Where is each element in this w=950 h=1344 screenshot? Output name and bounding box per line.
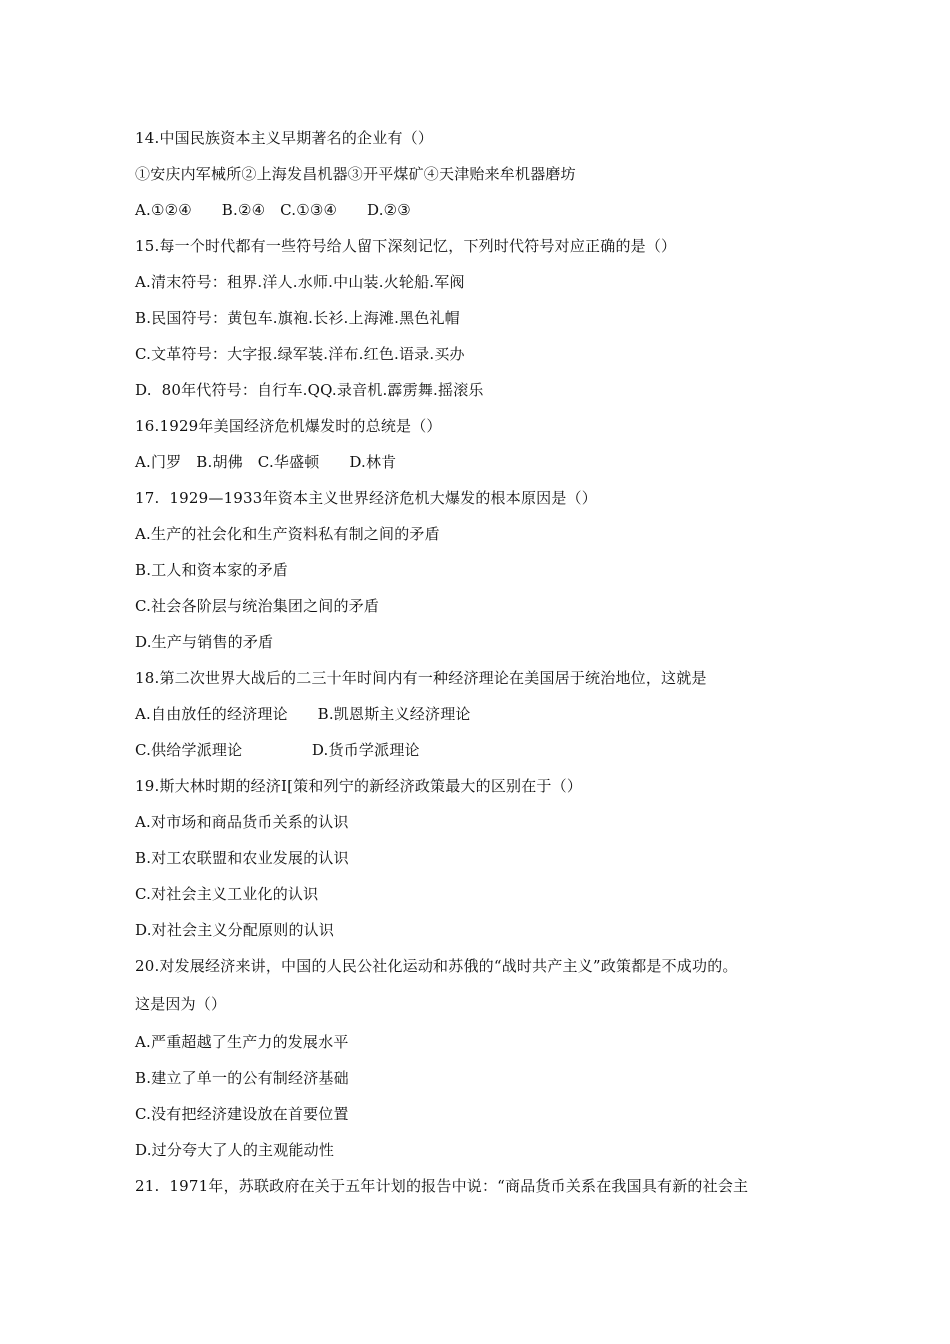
question-19-option-a: A.对市场和商品货币关系的认识 [135,813,349,831]
question-17-option-a: A.生产的社会化和生产资料私有制之间的矛盾 [135,525,440,543]
question-15-option-d: D. 80年代符号：自行车.QQ.录音机.霹雳舞.摇滚乐 [135,381,484,399]
question-16-options: A.门罗 B.胡佛 C.华盛顿 D.林肯 [135,453,397,471]
question-18-stem: 18.第二次世界大战后的二三十年时间内有一种经济理论在美国居于统治地位，这就是 [135,669,707,687]
question-14-options: A.①②④ B.②④ C.①③④ D.②③ [135,201,411,219]
question-20-option-d: D.过分夸大了人的主观能动性 [135,1141,335,1159]
question-20-option-b: B.建立了单一的公有制经济基础 [135,1069,349,1087]
question-14-items: ①安庆内军械所②上海发昌机器③开平煤矿④天津贻来牟机器磨坊 [135,165,576,183]
question-20-option-c: C.没有把经济建设放在首要位置 [135,1105,349,1123]
question-17-option-b: B.工人和资本家的矛盾 [135,561,288,579]
question-18-options-cd: C.供给学派理论 D.货币学派理论 [135,741,420,759]
question-21-stem: 21. 1971年，苏联政府在关于五年计划的报告中说：“商品货币关系在我国具有新的社会主 [135,1177,749,1195]
question-14-stem: 14.中国民族资本主义早期著名的企业有（） [135,129,434,147]
question-15-option-b: B.民国符号：黄包车.旗袍.长衫.上海滩.黑色礼帽 [135,309,460,327]
question-17-option-d: D.生产与销售的矛盾 [135,633,274,651]
question-15-option-c: C.文革符号：大字报.绿军装.洋布.红色.语录.买办 [135,345,465,363]
question-15-stem: 15.每一个时代都有一些符号给人留下深刻记忆，下列时代符号对应正确的是（） [135,237,677,255]
question-20-stem: 20.对发展经济来讲，中国的人民公社化运动和苏俄的“战时共产主义”政策都是不成功的。 [135,957,738,975]
question-17-stem: 17. 1929—1933年资本主义世界经济危机大爆发的根本原因是（） [135,489,597,507]
question-17-option-c: C.社会各阶层与统治集团之间的矛盾 [135,597,380,615]
question-19-option-c: C.对社会主义工业化的认识 [135,885,319,903]
question-18-options-ab: A.自由放任的经济理论 B.凯恩斯主义经济理论 [135,705,471,723]
question-16-stem: 16.1929年美国经济危机爆发时的总统是（） [135,417,442,435]
question-15-option-a: A.清末符号：租界.洋人.水师.中山装.火轮船.军阀 [135,273,465,291]
question-20-option-a: A.严重超越了生产力的发展水平 [135,1033,349,1051]
question-19-stem: 19.斯大林时期的经济I[策和列宁的新经济政策最大的区别在于（） [135,777,583,795]
question-19-option-d: D.对社会主义分配原则的认识 [135,921,335,939]
question-19-option-b: B.对工农联盟和农业发展的认识 [135,849,349,867]
question-20-stem-continued: 这是因为（） [135,995,227,1013]
